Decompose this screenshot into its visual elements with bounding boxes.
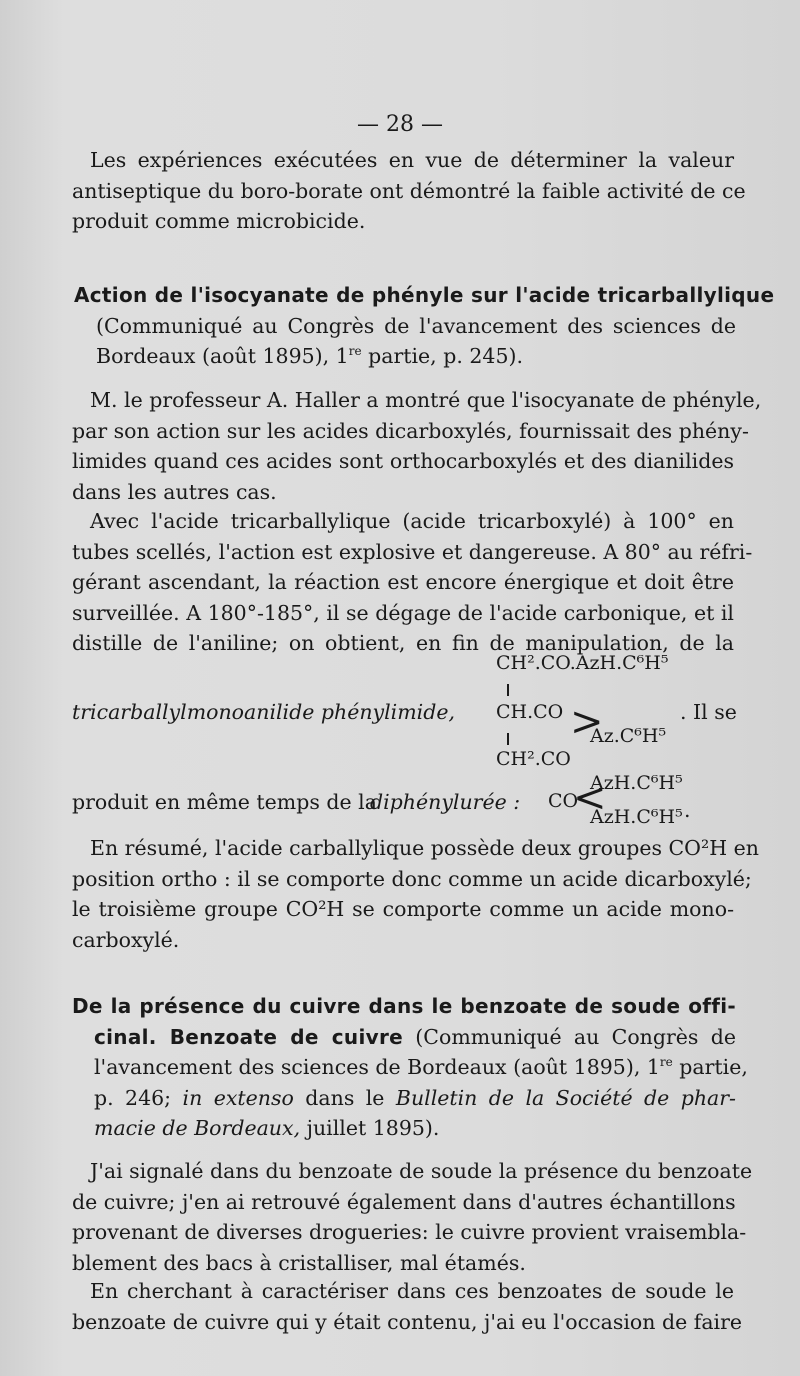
section-1-paragraph-3 <box>72 833 759 955</box>
text-line: provenant de diverses drogueries: le cuivre provient vraisembla- <box>72 1220 747 1244</box>
text-line: par son action sur les acides dicarboxylés, fournissait des phény- <box>72 418 749 443</box>
bond-line <box>507 684 509 696</box>
section-2-paragraph-1 <box>72 1156 753 1278</box>
text-line: surveillée. A 180°-185°, il se dégage de l'acide carbonique, et il <box>72 600 734 625</box>
text-line: distille de l'aniline; on obtient, en fin de manipulation, de la <box>72 631 734 655</box>
reference-text: p. 246; <box>94 1085 172 1110</box>
formula-co: CO <box>548 790 579 812</box>
intro-paragraph <box>72 145 746 237</box>
reference-line: l'avancement des sciences de Bordeaux (août 1895), 1re partie, <box>94 1055 748 1079</box>
reference-line: Bordeaux (août 1895), 1re partie, p. 245). <box>96 344 523 368</box>
reference-line <box>72 1113 736 1144</box>
reference-text: (Communiqué au Congrès de <box>415 1024 736 1049</box>
formula-top-group: CH².CO.AzH.C⁶H⁵ <box>496 652 669 674</box>
page-number: — 28 — <box>357 112 443 137</box>
section-2-paragraph-2 <box>72 1276 743 1337</box>
formula-bottom-group: AzH.C⁶H⁵ <box>590 806 683 828</box>
reference-text: juillet 1895). <box>306 1116 440 1140</box>
formula-lead-text: produit en même temps de la <box>72 790 377 814</box>
reference-line <box>72 1083 736 1114</box>
reference-italic: macie de Bordeaux, <box>94 1116 301 1140</box>
reference-italic: in extenso <box>182 1085 294 1110</box>
text-line: de cuivre; j'en ai retrouvé également dans d'autres échantillons <box>72 1189 736 1214</box>
reference-line: (Communiqué au Congrès de l'avancement des sciences de <box>96 313 736 338</box>
text-line: gérant ascendant, la réaction est encore énergique et doit être <box>72 570 734 594</box>
section-title-bold: cinal. Benzoate de cuivre <box>94 1024 403 1049</box>
trailing-text: . Il se <box>680 700 737 724</box>
section-1-paragraph-1 <box>72 385 762 507</box>
text-line: J'ai signalé dans du benzoate de soude la présence du benzoate <box>90 1159 753 1183</box>
text-line: antiseptique du boro-borate ont démontré la faible activité de ce <box>72 178 746 203</box>
brace-symbol: > <box>570 699 604 745</box>
trailing-text: . <box>684 798 691 822</box>
reference-italic: Bulletin de la Société de phar- <box>395 1085 736 1110</box>
text-line: Les expériences exécutées en vue de déterminer la valeur <box>90 148 734 172</box>
brace-symbol: < <box>573 775 607 821</box>
formula-bottom-group: CH².CO <box>496 748 571 770</box>
section-2-heading <box>72 991 748 1144</box>
text-line: Avec l'acide tricarballylique (acide tricarboxylé) à 100° en <box>90 509 734 533</box>
section-1-paragraph-2 <box>72 506 753 659</box>
section-title: Action de l'isocyanate de phényle sur l'acide tricarballylique <box>74 283 775 307</box>
section-title: De la présence du cuivre dans le benzoate de soude offi- <box>72 994 736 1018</box>
text-line: En cherchant à caractériser dans ces benzoates de soude le <box>90 1279 734 1303</box>
formula-mid-group: CH.CO <box>496 701 564 723</box>
compound-name: tricarballylmonoanilide phénylimide, <box>72 700 456 724</box>
text-line: produit comme microbicide. <box>72 209 366 233</box>
text-line: M. le professeur A. Haller a montré que l'isocyanate de phényle, <box>90 388 762 412</box>
section-title-continued <box>72 1022 736 1053</box>
text-line: le troisième groupe CO²H se comporte comme un acide mono- <box>72 897 734 921</box>
reference-text: dans le <box>305 1085 385 1110</box>
text-line: tubes scellés, l'action est explosive et dangereuse. A 80° au réfri- <box>72 539 753 564</box>
compound-name: diphénylurée : <box>370 790 521 814</box>
bond-line <box>507 733 509 745</box>
text-line: En résumé, l'acide carballylique possède deux groupes CO²H en <box>90 836 759 860</box>
text-line: dans les autres cas. <box>72 479 277 504</box>
text-line: benzoate de cuivre qui y était contenu, j'ai eu l'occasion de faire <box>72 1309 743 1334</box>
text-line: blement des bacs à cristalliser, mal étamés. <box>72 1250 526 1275</box>
section-1-heading <box>74 280 775 372</box>
text-line: position ortho : il se comporte donc comme un acide dicarboxylé; <box>72 866 752 891</box>
text-line: limides quand ces acides sont orthocarboxylés et des dianilides <box>72 449 734 473</box>
formula-right-group: Az.C⁶H⁵ <box>590 725 667 747</box>
formula-top-group: AzH.C⁶H⁵ <box>590 772 683 794</box>
text-line: carboxylé. <box>72 927 180 952</box>
